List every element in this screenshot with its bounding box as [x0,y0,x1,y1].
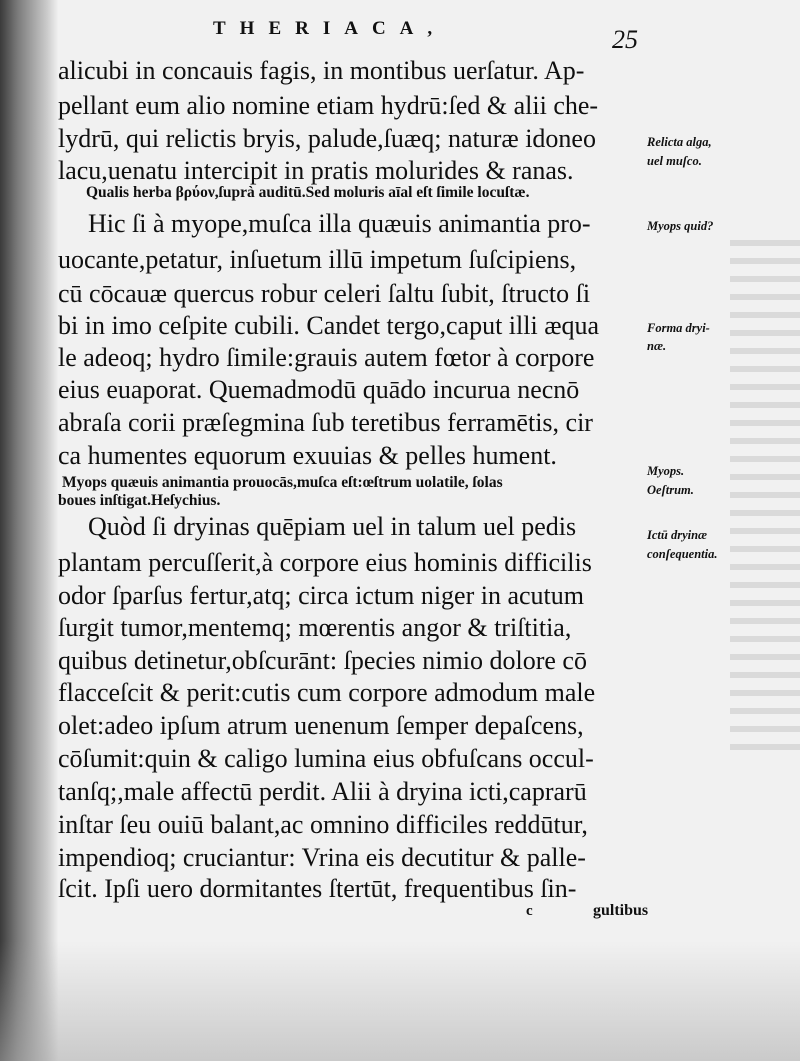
margin-note: conſequentia. [647,547,718,561]
text-line: Quòd ſi dryinas quēpiam uel in talum uel pedis [88,512,577,541]
text-line: impendioq; cruciantur: Vrina eis decutitur & palle- [58,843,586,872]
margin-note: Myops. [647,464,685,478]
text-line: bi in imo ceſpite cubili. Candet tergo,caput illi æqua [58,311,600,340]
text-line: plantam percuſſerit,à corpore eius hominis difficilis [58,548,592,577]
margin-note: Myops quid? [647,219,714,233]
text-line: ca humentes equorum exuuias & pelles hument. [58,441,557,470]
margin-note: Forma dryi- [647,321,710,335]
text-line: Hic ſi à myope,muſca illa quæuis animantia pro- [88,209,591,238]
text-line: lydrū, qui relictis bryis, palude,ſuæq; naturæ idoneo [58,124,596,153]
text-line: alicubi in concauis fagis, in montibus uerſatur. Ap- [58,56,585,85]
text-line: le adeoq; hydro ſimile:grauis autem fœtor à corpore [58,343,595,372]
margin-note: Oeſtrum. [647,483,694,497]
page-number: 25 [612,25,638,54]
text-line: uocante,petatur, inſuetum illū impetum ſuſcipiens, [58,245,577,274]
annotation-line: boues inſtigat.Heſychius. [58,492,221,509]
annotation-line: Myops quæuis animantia prouocās,muſca eſt:œſtrum uolatile, ſolas [62,474,503,491]
text-line: tanſq;,male affectū perdit. Alii à dryina icti,caprarū [58,777,587,806]
text-line: cū cōcauæ quercus robur celeri ſaltu ſubit, ſtructo ſi [58,279,591,308]
margin-note: Relicta alga, [647,135,712,149]
text-line: olet:adeo ipſum atrum uenenum ſemper depaſcens, [58,711,584,740]
text-line: inſtar ſeu ouiū balant,ac omnino difficiles reddūtur, [58,810,588,839]
annotation-line: Qualis herba βρύον,ſuprà auditū.Sed moluris aīal eſt ſimile locuſtæ. [86,184,530,201]
text-line: flacceſcit & perit:cutis cum corpore admodum male [58,678,596,707]
text-line: pellant eum alio nomine etiam hydrū:ſed & alii che- [58,91,599,120]
text-line: cōſumit:quin & caligo lumina eius obfuſcans occul- [58,744,594,773]
margin-note: næ. [647,339,667,353]
margin-note: uel muſco. [647,154,702,168]
text-line: ſurgit tumor,mentemq; mœrentis angor & triſtitia, [58,613,572,642]
gutter-shadow [0,0,58,1061]
margin-note: Ictū dryinæ [647,528,708,542]
text-line: eius euaporat. Quemadmodū quādo incurua necnō [58,375,580,404]
show-through-text [730,240,800,760]
page-bottom-shade [0,941,800,1061]
text-line: lacu,uenatu intercipit in pratis molurides & ranas. [58,156,574,185]
text-line: abraſa corii præſegmina ſub teretibus ferramētis, cir [58,408,593,437]
text-line: odor ſparſus fertur,atq; circa ictum niger in acutum [58,581,584,610]
text-line: quibus detinetur,obſcurānt: ſpecies nimio dolore cō [58,646,587,675]
running-head: THERIACA, [213,18,447,39]
text-line: ſcit. Ipſi uero dormitantes ſtertūt, frequentibus ſin- [58,874,577,903]
signature-mark: c [526,903,533,919]
catchword: gultibus [593,902,649,919]
